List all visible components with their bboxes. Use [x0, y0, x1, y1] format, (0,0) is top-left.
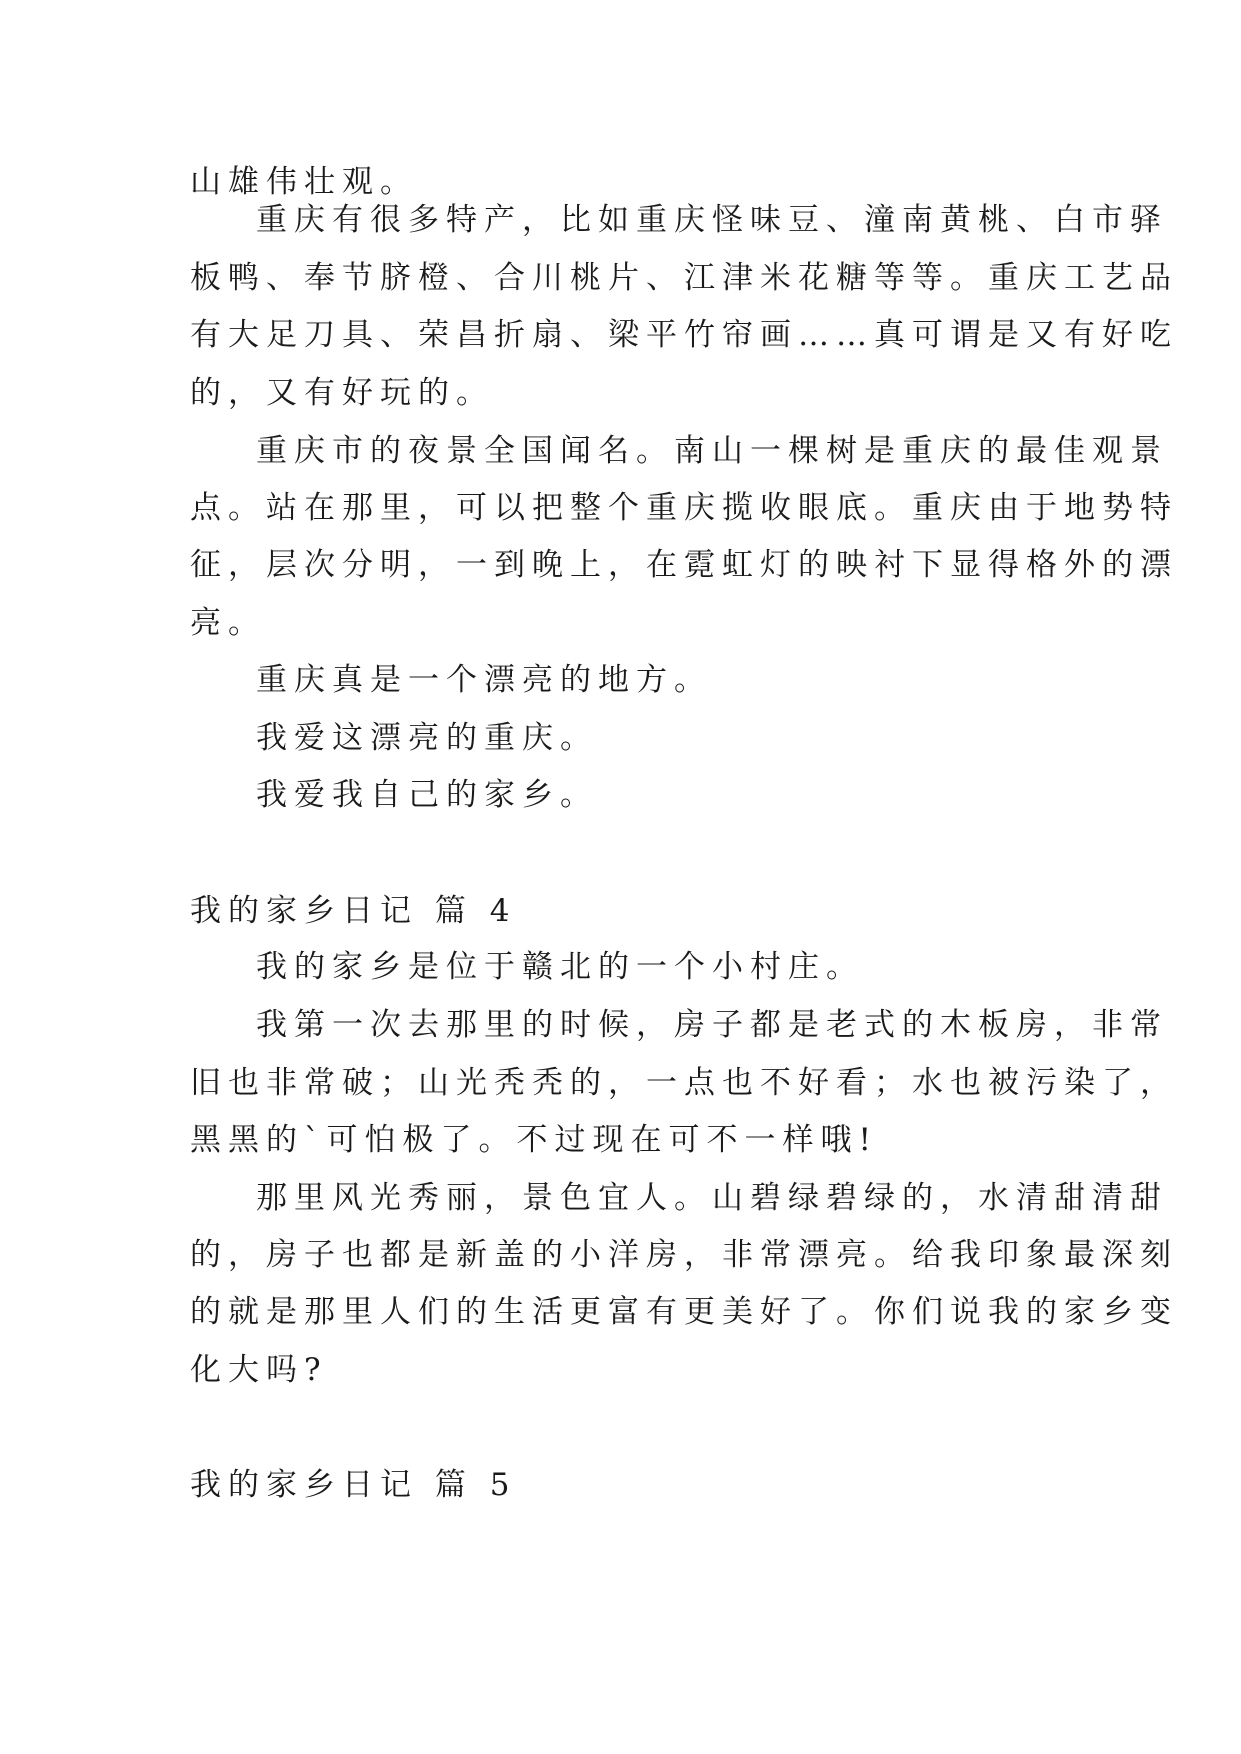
paragraph-line: 重庆有很多特产，比如重庆怪味豆、潼南黄桃、白市驿: [256, 202, 1168, 238]
paragraph-line: 我第一次去那里的时候，房子都是老式的木板房，非常: [256, 1007, 1168, 1043]
paragraph-line: 的，房子也都是新盖的小洋房，非常漂亮。给我印象最深刻: [190, 1237, 1178, 1273]
paragraph-line: 点。站在那里，可以把整个重庆揽收眼底。重庆由于地势特: [190, 490, 1178, 526]
paragraph-line: 的，又有好玩的。: [190, 375, 494, 411]
paragraph-line: 旧也非常破；山光秃秃的，一点也不好看；水也被污染了，: [190, 1065, 1178, 1101]
paragraph-line: 我的家乡是位于赣北的一个小村庄。: [256, 949, 864, 985]
paragraph-line: 重庆真是一个漂亮的地方。: [256, 662, 712, 698]
paragraph-line: 我爱这漂亮的重庆。: [256, 720, 598, 756]
paragraph-line: 那里风光秀丽，景色宜人。山碧绿碧绿的，水清甜清甜: [256, 1180, 1168, 1216]
paragraph-line: 有大足刀具、荣昌折扇、梁平竹帘画……真可谓是又有好吃: [190, 317, 1178, 353]
paragraph-line: 化大吗?: [190, 1352, 328, 1388]
paragraph-line: 我爱我自己的家乡。: [256, 777, 598, 813]
section-heading: 我的家乡日记 篇 4: [190, 893, 517, 929]
paragraph-line: 板鸭、奉节脐橙、合川桃片、江津米花糖等等。重庆工艺品: [190, 260, 1178, 296]
paragraph-line: 征，层次分明，一到晚上，在霓虹灯的映衬下显得格外的漂: [190, 547, 1178, 583]
paragraph-line: 亮。: [190, 605, 266, 641]
paragraph-line: 重庆市的夜景全国闻名。南山一棵树是重庆的最佳观景: [256, 433, 1168, 469]
paragraph-line: 黑黑的`可怕极了。不过现在可不一样哦!: [190, 1122, 878, 1158]
paragraph-line: 山雄伟壮观。: [190, 164, 418, 200]
paragraph-line: 的就是那里人们的生活更富有更美好了。你们说我的家乡变: [190, 1294, 1178, 1330]
section-heading: 我的家乡日记 篇 5: [190, 1467, 517, 1503]
